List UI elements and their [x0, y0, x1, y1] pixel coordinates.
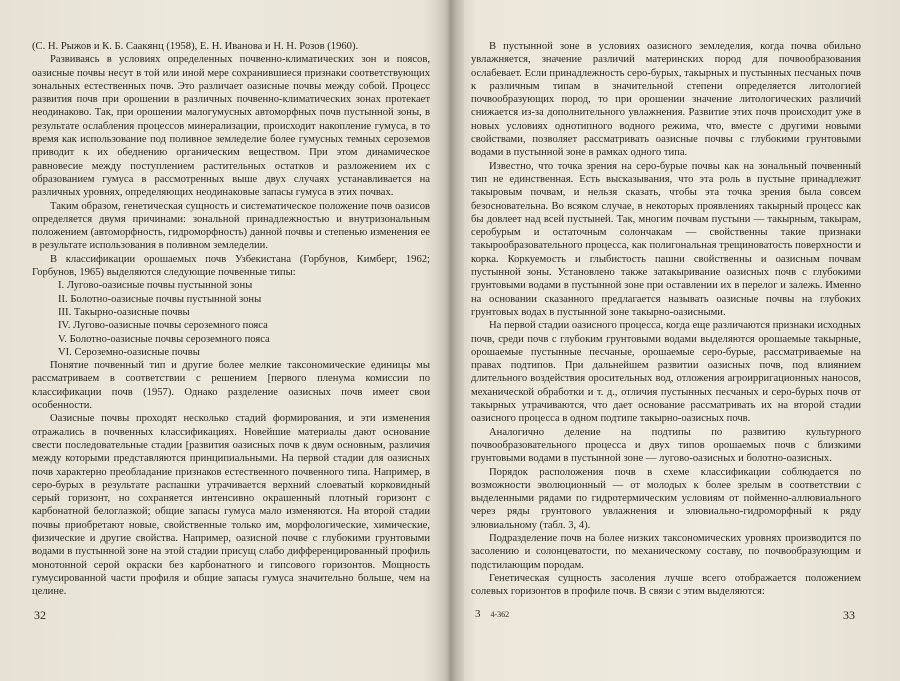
left-page — [32, 40, 430, 598]
book-gutter — [436, 0, 464, 681]
list-item: VI. Сероземно-оазисные почвы — [58, 346, 200, 358]
paragraph: На первой стадии оазисного процесса, когда еще различаются признаки исходных почв, среди почв с глубоким грунтовыми водами выделяются орошаемые такырные, орошаемые пустынные песчаные, орошаемые серо-бурые, рассматриваемые на правах подтипов. При дальнейшем развитии оазисных почв, под влиянием длительного воздействия оросительных вод, отложения агроирригационных наносов, механической обработки и т. д., отличия пустынных песчаных и серо-бурых почв от такырных утрачиваются, что дает основание рассматривать их на второй стадии оазисного процесса в одном подтипе такырно-оазисных почв. — [471, 320, 861, 425]
list-item: I. Лугово-оазисные почвы пустынной зоны — [58, 280, 253, 292]
paragraph: Аналогично деление на подтипы по развитию культурного почвообразовательного процесса и двух типов орошаемых почв с близкими грунтовыми водами в пустынной зоне — лугово-оазисных и болотно-оазисных. — [471, 426, 861, 465]
paragraph: (С. Н. Рыжов и К. Б. Саакянц (1958), Е. Н. Иванова и Н. Н. Розов (1960). — [32, 41, 359, 52]
list-item: III. Такырно-оазисные почвы — [58, 306, 190, 318]
soil-type-list — [32, 279, 430, 359]
page-number-left: 32 — [34, 608, 46, 622]
paragraph: Развиваясь в условиях определенных почвенно-климатических зон и поясов, оазисные почвы несут в той или иной мере сохранившиеся признаки соответствующих зональных естественных почв. Это различает оазисные почвы между собой. Процесс развития почв при орошении в различных почвенно-климатических зонах протекает неодинаково. Так, при орошении малогумусных автоморфных почв пустынной зоны, в результате ослабления процессов минерализации, происходит накопление гумуса, в то время как использование под поливное земледелие более гумусных темных сероземов приводит к их обеднению органическим веществом. При этом динамическое равновесие между поступлением растительных остатков и разложением их с образованием гумуса в рассмотренных выше двух случаях устанавливается на различных уровнях, определяющих неодинаковые запасы гумуса в этих почвах. — [32, 54, 430, 199]
page-number-right: 33 — [843, 608, 855, 622]
paragraph: Известно, что точка зрения на серо-бурые почвы как на зональный почвенный тип не единственная. Есть высказывания, что эта роль в пустыне принадлежит такыровым почвам, и нельзя сказать, чтобы эта точка зрения была совсем безосновательна. Во всяком случае, в некоторых проявлениях такырный процесс как бы довлеет над всей пустыней. Так, многим почвам пустыни — такырным, такырам, серобурым и остаточным солончакам — свойственны такие признаки такырообразовательного процесса, как полигональная трещиноватость поверхности и корка. Коркуемость и глыбистость пашни свойственны и оазисным почвам пустынной зоны. Установлено также затакыривание оазисных почв с глубокими грунтовыми водами в пустынной зоне при оставлении их в перелог и залежь. Именно на основании сказанного предлагается называть оазисные почвы на глубоких грунтовых водах в пустынной зоне такырно-оазисными. — [471, 160, 861, 318]
printer-signature — [475, 608, 509, 620]
paragraph: Понятие почвенный тип и другие более мелкие таксономические единицы мы рассматриваем в соответствии с решением [первого пленума комиссии по классификации почв (1957). Однако разделение оазисных почв имеет свои особенности. — [32, 360, 430, 412]
list-item: II. Болотно-оазисные почвы пустынной зоны — [58, 293, 262, 305]
right-page — [471, 40, 861, 598]
list-item: IV. Лугово-оазисные почвы сероземного пояса — [58, 320, 268, 332]
paragraph: В классификации орошаемых почв Узбекистана (Горбунов, Кимберг, 1962; Горбунов, 1965) выделяются следующие почвенные типы: — [32, 253, 430, 279]
paragraph: В пустынной зоне в условиях оазисного земледелия, когда почва обильно увлажняется, значение различий материнских пород для почвообразования ослабевает. Если принадлежность серо-бурых, такырных и пустынных песчаных почв к различным типам в значительной степени определяется литологией почвообразующих пород, то при орошении значение литологических различий снижается из-за дополнительного увлажнения. Развитие этих почв происходит уже в новых условиях однотипного водного режима, что, вместе с другими новыми свойствами, позволяет рассматривать оазисные почвы с глубокими грунтовыми водами в пустынной зоне в рамках одного типа. — [471, 41, 861, 159]
paragraph: Порядок расположения почв в схеме классификации соблюдается по возможности эволюционный — от молодых к более зрелым в соответствии с выделенными рядами по гидротермическим условиям от пойменно-аллювиального через ряды грунтового увлажнения и элювиально-гидроморфный к ряду элювиальному (табл. 3, 4). — [471, 466, 861, 531]
paragraph: Генетическая сущность засоления лучше всего отображается положением солевых горизонтов в профиле почв. В связи с этим выделяются: — [471, 572, 861, 598]
paragraph: Оазисные почвы проходят несколько стадий формирования, и эти изменения отражались в почвенных классификациях. Новейшие материалы дают основание свести последовательные стадии [развития оазисных почв к двум основным, различия между которыми представляются принципиальными. На первой стадии для оазисных почв характерно преобладание признаков естественного почвенного типа. Например, в серо-бурых в результате распашки утрачивается верхний слоеватый корковидный серый горизонт, но сохраняется интенсивно окрашенный плотный горизонт с карбонатной белоглазкой; общие запасы гумуса мало изменяются. На второй стадии почвы приобретают новые, свойственные только им, морфологические, химические, физические и другие свойства. Например, оазисной почве с глубокими грунтовыми водами в пустынной зоне на этой стадии присущ слабо дифференцированный профиль монотонной серой окраски без карбонатного и гипсового горизонтов. Мощность гумусированной части профиля и общие запасы гумуса значительно больше, чем на целине. — [32, 413, 430, 598]
signature-code: 4-362 — [490, 610, 510, 619]
signature-number: 3 — [475, 608, 481, 620]
paragraph: Таким образом, генетическая сущность и систематическое положение почв оазисов определяется двумя причинами: зональной принадлежностью и внутризональным положением (автоморфность, гидроморфность) данной почвы и степенью изменения ее в результате использования в поливном земледелии. — [32, 200, 430, 252]
list-item: V. Болотно-оазисные почвы сероземного пояса — [58, 333, 270, 345]
paragraph: Подразделение почв на более низких таксономических уровнях производится по засолению и солонцеватости, по механическому составу, по почвообразующим и подстилающим породам. — [471, 532, 861, 571]
